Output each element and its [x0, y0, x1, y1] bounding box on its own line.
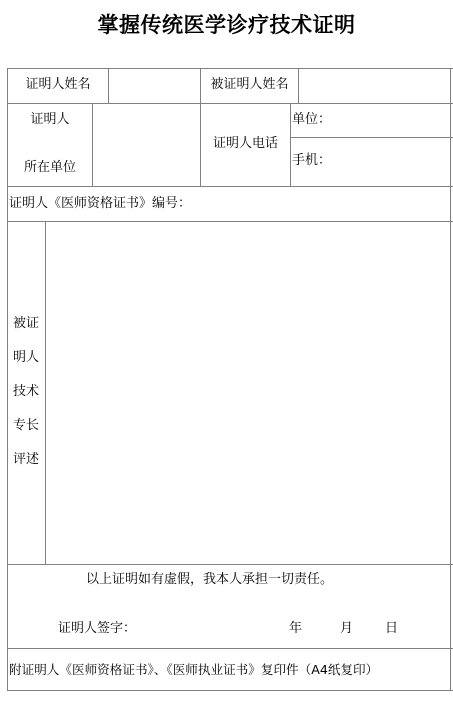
signature-field[interactable]	[140, 612, 280, 644]
date-year-label: 年	[289, 621, 303, 636]
phone-unit-label: 单位：	[292, 112, 332, 127]
certifier-unit-label-line1: 证明人	[30, 112, 70, 127]
certifier-unit-label-line2: 所在单位	[23, 160, 76, 175]
attachment-note: 附证明人《医师资格证书》、《医师执业证书》复印件（A4纸复印）	[9, 662, 379, 677]
evaluation-label-line: 专长	[12, 418, 39, 433]
evaluation-label-line: 明人	[12, 350, 39, 365]
certifier-name-label: 证明人姓名	[25, 77, 91, 92]
evaluation-label-line: 技术	[12, 384, 39, 399]
phone-mobile-field[interactable]	[335, 138, 450, 186]
evaluation-label-line: 评述	[12, 452, 39, 467]
certificate-number-label: 证明人《医师资格证书》编号：	[9, 196, 192, 211]
row-divider	[7, 564, 453, 565]
phone-mobile-label: 手机：	[292, 153, 332, 168]
certifier-unit-field[interactable]	[93, 104, 200, 186]
certifier-name-field[interactable]	[109, 69, 200, 103]
evaluation-label-line: 被证	[12, 316, 39, 331]
column-divider	[290, 103, 291, 186]
row-divider	[7, 648, 453, 649]
signature-label: 证明人签字：	[58, 621, 137, 636]
phone-unit-field[interactable]	[335, 104, 450, 137]
certificate-number-field[interactable]	[215, 187, 450, 221]
evaluation-field[interactable]	[46, 222, 450, 564]
certified-name-field[interactable]	[299, 69, 450, 103]
certified-name-label: 被证明人姓名	[210, 77, 289, 92]
table-border-bottom	[7, 690, 453, 691]
date-month-label: 月	[340, 621, 354, 636]
date-day-label: 日	[385, 621, 399, 636]
declaration-text: 以上证明如有虚假，我本人承担一切责任。	[86, 572, 334, 587]
certifier-phone-label: 证明人电话	[212, 136, 278, 151]
document-title: 掌握传统医学诊疗技术证明	[97, 12, 356, 37]
table-border-right	[450, 68, 451, 691]
